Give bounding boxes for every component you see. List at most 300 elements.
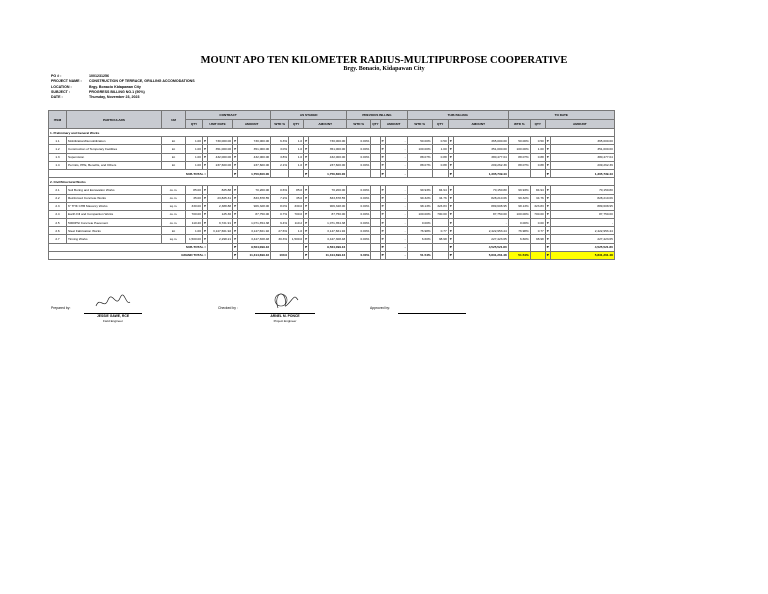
table-cell: 87,750.00 (238, 210, 271, 218)
billing-table (48, 110, 615, 260)
checked-signature (268, 288, 302, 312)
table-cell: 98.98 (530, 235, 545, 243)
table-row (49, 210, 615, 218)
table-cell: - (385, 161, 407, 169)
table-cell: 351,000.00 (550, 145, 614, 153)
prepared-by-label: Prepared by: (51, 306, 71, 310)
table-cell: 99.32% (407, 194, 432, 202)
table-cell: 35.0 (289, 194, 304, 202)
table-row (49, 145, 615, 153)
table-cell: 237,600.00 (208, 161, 233, 169)
table-cell: cu.m. (162, 186, 186, 194)
section-header (49, 129, 615, 137)
subtotal-contract: 1,750,600.00 (238, 169, 271, 177)
table-row (49, 227, 615, 235)
subtotal-label: SUB-TOTAL = (49, 169, 208, 177)
table-cell: ₱ (448, 219, 453, 227)
subheader-amount: AMOUNT (545, 120, 614, 129)
table-cell: 0.7% (271, 210, 289, 218)
table-cell: 828,210.06 (453, 194, 508, 202)
subtotal-previous: - (385, 243, 407, 251)
table-cell: 88.07% (407, 153, 432, 161)
table-cell: 30.3% (271, 235, 289, 243)
table-cell: 0.00% (347, 161, 371, 169)
table-cell: 330.0 (289, 202, 304, 210)
table-cell: - (385, 210, 407, 218)
table-cell: 227,423.65 (453, 235, 508, 243)
table-cell: 330.00 (186, 202, 203, 210)
table-cell: 85.00 (186, 186, 203, 194)
table-cell: 70,200.00 (238, 186, 271, 194)
grand-total-contract: 11,314,699.16 (238, 251, 271, 259)
table-cell: ₱ (233, 194, 238, 202)
table-cell: 825.88 (208, 186, 233, 194)
table-cell: 0.00% (347, 219, 371, 227)
header-item: ITEM (49, 111, 67, 129)
table-cell: ₱ (545, 219, 550, 227)
grand-total-this-wtd: 51.54% (407, 251, 432, 259)
table-cell: ₱ (545, 161, 550, 169)
subheader-wtd: WTD % (347, 120, 371, 129)
table-row (49, 161, 615, 169)
table-cell: Soil Boring and Excavation Works (67, 186, 162, 194)
table-cell: ₱ (448, 194, 453, 202)
table-cell: 0.00% (347, 137, 371, 145)
table-cell: 99.93% (508, 186, 530, 194)
subheader-amount: AMOUNT (304, 120, 347, 129)
table-cell: ₱ (203, 227, 208, 235)
billing-table-body (49, 129, 615, 260)
grand-total-prev-wtd: 0.00% (347, 251, 371, 259)
table-cell: 906,328.00 (309, 202, 347, 210)
checked-name: ARNEL M. PONCE (270, 314, 300, 318)
table-cell: ₱ (545, 186, 550, 194)
table-cell: ₱ (304, 210, 309, 218)
table-cell: 3,147,661.92 (238, 227, 271, 235)
table-cell: 1.00 (186, 153, 203, 161)
table-cell: ₱ (380, 210, 385, 218)
table-cell (432, 219, 448, 227)
table-cell: 1.00 (186, 145, 203, 153)
table-cell: ₱ (304, 186, 309, 194)
table-cell: ₱ (203, 145, 208, 153)
table-cell: 1.00 (530, 145, 545, 153)
subtotal-staked: 9,564,099.16 (309, 243, 347, 251)
table-cell: cu.m. (162, 194, 186, 202)
table-cell: ₱ (203, 194, 208, 202)
table-cell: 0.00% (347, 186, 371, 194)
table-cell: 23,825.31 (208, 194, 233, 202)
table-cell: Tinning Works (67, 235, 162, 243)
table-cell: 0.00% (347, 227, 371, 235)
table-cell: - (550, 219, 614, 227)
subheader-unit-rate: UNIT RATE (203, 120, 233, 129)
table-cell: 0.00% (347, 202, 371, 210)
table-cell: 76.98% (508, 227, 530, 235)
table-cell: 9.4% (271, 219, 289, 227)
table-cell (371, 153, 380, 161)
table-cell: 0.88 (432, 161, 448, 169)
table-cell: - (385, 235, 407, 243)
table-cell: 70,150.80 (550, 186, 614, 194)
table-cell: ₱ (448, 202, 453, 210)
table-cell: 3,147,661.92 (309, 227, 347, 235)
approved-by-label: Approved by: (370, 306, 390, 310)
table-cell: lot (162, 145, 186, 153)
table-cell: ₱ (545, 145, 550, 153)
table-row (49, 153, 615, 161)
table-cell: 98.98 (432, 235, 448, 243)
table-cell: 700.0 (289, 210, 304, 218)
table-cell: ₱ (380, 145, 385, 153)
table-cell: - (385, 194, 407, 202)
subtotal-contract: 9,564,099.16 (238, 243, 271, 251)
table-cell: ₱ (380, 227, 385, 235)
grand-total-wtd: 100.0 (271, 251, 289, 259)
table-cell: ₱ (380, 219, 385, 227)
table-cell: sq.m. (162, 235, 186, 243)
table-cell: 87,750.00 (550, 210, 614, 218)
table-cell: 110.2 (289, 219, 304, 227)
table-cell: 0.88 (530, 153, 545, 161)
table-cell (371, 202, 380, 210)
table-cell: 2.7 (49, 235, 67, 243)
checked-role: Project Engineer (273, 319, 297, 323)
table-cell: ₱ (203, 235, 208, 243)
table-cell: 237,600.00 (309, 161, 347, 169)
table-cell: 3.8% (271, 153, 289, 161)
table-cell: ₱ (304, 145, 309, 153)
table-cell: ₱ (233, 161, 238, 169)
table-cell: ₱ (203, 210, 208, 218)
table-cell: 1,500.00 (186, 235, 203, 243)
table-cell: 88.07% (508, 161, 530, 169)
table-cell: 1.0 (289, 161, 304, 169)
table-cell: ₱ (545, 202, 550, 210)
table-cell: cu.m. (162, 219, 186, 227)
table-cell: ₱ (233, 186, 238, 194)
table-cell: 432,000.00 (309, 153, 347, 161)
subheader-qty: QTY (371, 120, 380, 129)
table-cell (371, 145, 380, 153)
meta-project: PROJECT NAME : CONSTRUCTION OF TERRACE, GRILLING ACCOMODATIONS (51, 79, 195, 84)
table-cell (371, 210, 380, 218)
checked-by-label: Checked by : (218, 306, 238, 310)
header-as-staked: AS STAKED (271, 111, 347, 120)
table-cell: ₱ (545, 210, 550, 218)
table-cell: 2.1% (271, 161, 289, 169)
table-cell: ₱ (203, 219, 208, 227)
table-row (49, 194, 615, 202)
table-cell: ₱ (203, 186, 208, 194)
table-cell: Reinforced Concrete Works (67, 194, 162, 202)
table-cell: lot (162, 137, 186, 145)
table-cell: ₱ (304, 235, 309, 243)
table-cell: lot (162, 161, 186, 169)
table-cell: 100.00% (508, 145, 530, 153)
table-cell: ₱ (380, 161, 385, 169)
table-cell: 2.1 (49, 186, 67, 194)
table-cell: 110.20 (186, 219, 203, 227)
table-cell: 380,477.04 (453, 153, 508, 161)
subheader-amount: AMOUNT (380, 120, 407, 129)
table-cell: ₱ (304, 219, 309, 227)
grand-total-row: GRAND TOTAL = ₱ 11,314,699.16 100.0 ₱ 11,314,699.16 0.00% ₱ - 51.54% ₱ 5,831,261.48 51.54% ₱ 5,831,261.48 (49, 251, 615, 259)
table-cell: 0.00% (407, 219, 432, 227)
table-cell: ₱ (233, 153, 238, 161)
table-cell: 0.50 (530, 137, 545, 145)
table-cell: 84.94 (432, 186, 448, 194)
table-cell: ₱ (233, 137, 238, 145)
table-cell: 1.1 (49, 137, 67, 145)
table-cell: 100.00% (407, 145, 432, 153)
table-cell (371, 137, 380, 145)
table-cell: 380,477.04 (550, 153, 614, 161)
table-cell: ₱ (545, 137, 550, 145)
table-cell: 700.00 (530, 210, 545, 218)
subtotal-this: 4,525,521.80 (453, 243, 508, 251)
table-cell: 0.00% (508, 219, 530, 227)
table-cell: ₱ (304, 202, 309, 210)
table-cell: 2.6 (49, 227, 67, 235)
table-cell: 6.60% (407, 235, 432, 243)
table-row (49, 219, 615, 227)
header-particulars: PARTICULARS (67, 111, 162, 129)
table-cell: - (385, 186, 407, 194)
table-cell: 227,423.65 (550, 235, 614, 243)
section-title: 1. Preliminary and General Works (49, 129, 615, 137)
table-cell: ₱ (233, 210, 238, 218)
table-cell: 906,328.00 (238, 202, 271, 210)
table-cell: 0.00% (347, 210, 371, 218)
table-cell: 351,000.00 (208, 145, 233, 153)
table-cell: Permits, PPE, Benefits, and Others (67, 161, 162, 169)
table-cell: ₱ (448, 235, 453, 243)
table-cell: Mobilization/Demobilization (67, 137, 162, 145)
subtotal-previous: - (385, 169, 407, 177)
subheader-wtd: WTD % (508, 120, 530, 129)
table-cell: 1.3 (49, 153, 67, 161)
table-cell (371, 161, 380, 169)
meta-date: DATE : Thursday, November 23, 2023 (51, 95, 140, 100)
table-cell: 7.2% (271, 194, 289, 202)
table-cell: 9,721.91 (208, 219, 233, 227)
table-cell: ₱ (380, 153, 385, 161)
table-cell: 50.00% (407, 137, 432, 145)
table-cell: 35.00 (186, 194, 203, 202)
table-cell: 2,388.88 (208, 202, 233, 210)
table-cell: - (385, 227, 407, 235)
table-cell: ₱ (545, 227, 550, 235)
document-title: MOUNT APO TEN KILOMETER RADIUS-MULTIPURPOSE COOPERATIVE (200, 55, 568, 66)
table-cell: ₱ (203, 153, 208, 161)
table-cell: Earth Fill and Compaction Works (67, 210, 162, 218)
table-cell: 98.13% (407, 202, 432, 210)
table-cell: 0.00 (530, 219, 545, 227)
table-cell: ₱ (448, 186, 453, 194)
table-cell: 351,000.00 (238, 145, 271, 153)
table-cell: 0.00% (347, 153, 371, 161)
table-cell: lot (162, 153, 186, 161)
subtotal-staked: 1,750,600.00 (309, 169, 347, 177)
table-cell: 432,000.00 (208, 153, 233, 161)
table-cell: 70,200.00 (309, 186, 347, 194)
table-cell: 76.98% (407, 227, 432, 235)
table-cell: ₱ (545, 194, 550, 202)
table-cell: - (453, 219, 508, 227)
table-cell: ₱ (380, 235, 385, 243)
table-cell: 6.60% (508, 235, 530, 243)
table-cell: cu.m. (162, 210, 186, 218)
table-cell: 1,071,354.38 (238, 219, 271, 227)
prepared-name: JESSIE GAWE, RCE (96, 314, 130, 318)
table-cell: - (385, 219, 407, 227)
table-cell: 365,000.00 (550, 137, 614, 145)
prepared-role: Field Engineer (103, 319, 123, 323)
table-cell: 0.50 (432, 137, 448, 145)
table-cell: 889,608.95 (550, 202, 614, 210)
table-cell: 2.3 (49, 202, 67, 210)
table-cell: 237,600.00 (238, 161, 271, 169)
table-cell: 1,071,354.38 (309, 219, 347, 227)
table-cell: 730,000.00 (309, 137, 347, 145)
table-cell: ₱ (233, 202, 238, 210)
table-cell: - (385, 153, 407, 161)
table-cell: Supervision (67, 153, 162, 161)
table-cell: 1.00 (186, 161, 203, 169)
table-cell: 1.0 (289, 145, 304, 153)
prepared-signature (92, 294, 132, 312)
table-cell: 3,447,308.48 (238, 235, 271, 243)
table-cell: 2,422,953.44 (550, 227, 614, 235)
table-cell: 3,447,308.48 (309, 235, 347, 243)
table-cell: ₱ (233, 235, 238, 243)
table-cell: ₱ (304, 153, 309, 161)
section-title: 2. Civil/Structural Works (49, 178, 615, 186)
table-cell: 1.00 (186, 227, 203, 235)
table-cell: 50.00% (508, 137, 530, 145)
table-cell: - (385, 145, 407, 153)
table-cell: 85.0 (289, 186, 304, 194)
table-cell (371, 186, 380, 194)
subtotal-label: SUB-TOTAL = (49, 243, 208, 251)
approved-signature-line (398, 313, 466, 314)
table-cell: 1.2 (49, 145, 67, 153)
table-cell: 2,298.21 (208, 235, 233, 243)
table-cell: ₱ (304, 194, 309, 202)
table-cell: 0.00% (347, 194, 371, 202)
meta-subject: SUBJECT : PROGRESS BILLING NO.1 (50%) (51, 89, 145, 94)
table-cell: 2.2 (49, 194, 67, 202)
table-cell: 700.00 (186, 210, 203, 218)
table-cell: ₱ (233, 227, 238, 235)
table-cell: 125.36 (208, 210, 233, 218)
table-cell: ₱ (545, 153, 550, 161)
table-cell (371, 219, 380, 227)
table-cell: 0.00% (347, 235, 371, 243)
table-cell: ₱ (203, 202, 208, 210)
project-meta (51, 74, 195, 100)
table-cell: Construction of Temporary Facilities (67, 145, 162, 153)
table-row (49, 235, 615, 243)
table-cell: 1.0 (289, 227, 304, 235)
table-cell: 3,147,661.92 (208, 227, 233, 235)
table-cell: 833,878.55 (309, 194, 347, 202)
header-this-billing: THIS BILLING (407, 111, 508, 120)
table-cell: 34.76 (530, 194, 545, 202)
grand-total-to-date: 5,831,261.48 (550, 251, 614, 259)
grand-total-to-date-wtd: 51.54% (508, 251, 530, 259)
table-cell (371, 235, 380, 243)
table-cell: 0.6% (271, 186, 289, 194)
table-cell: ₱ (448, 153, 453, 161)
table-cell: 1.00 (186, 137, 203, 145)
meta-po: PO # : 1001231256 (51, 74, 109, 78)
grand-total-staked: 11,314,699.16 (309, 251, 347, 259)
section-header (49, 178, 615, 186)
table-cell: 730,000.00 (208, 137, 233, 145)
header-um: UM (162, 111, 186, 129)
table-cell: 0.00% (347, 145, 371, 153)
subheader-qty: QTY (530, 120, 545, 129)
table-cell: 1,500.0 (289, 235, 304, 243)
subtotal-this: 1,305,739.43 (453, 169, 508, 177)
table-cell: ₱ (448, 137, 453, 145)
subtotal-row: SUB-TOTAL = ₱ 9,564,099.16 ₱ 9,564,099.16 ₱ - ₱ 4,525,521.80 ₱ 4,525,521.80 (49, 243, 615, 251)
table-cell: 0.77 (530, 227, 545, 235)
table-cell: 2.4 (49, 210, 67, 218)
table-cell: lot (162, 227, 186, 235)
table-cell: 0.88 (432, 153, 448, 161)
table-cell: ₱ (545, 235, 550, 243)
table-cell: 828,210.06 (550, 194, 614, 202)
table-cell: 1.00 (432, 145, 448, 153)
subheader-wtd: WTD % (407, 120, 432, 129)
table-cell (371, 227, 380, 235)
table-cell: 730,000.00 (238, 137, 271, 145)
table-cell: - (385, 137, 407, 145)
table-cell: 2.5 (49, 219, 67, 227)
table-cell: 87,750.00 (309, 210, 347, 218)
table-cell: 365,000.00 (453, 137, 508, 145)
table-row (49, 202, 615, 210)
table-row (49, 137, 615, 145)
table-cell: 0.88 (530, 161, 545, 169)
subheader-amount: AMOUNT (448, 120, 508, 129)
table-cell: ₱ (448, 145, 453, 153)
table-cell: 99.93% (407, 186, 432, 194)
table-cell: ₱ (203, 137, 208, 145)
table-cell: 34.76 (432, 194, 448, 202)
table-cell: ₱ (380, 186, 385, 194)
table-cell (371, 194, 380, 202)
table-cell: 351,000.00 (309, 145, 347, 153)
grand-total-label: GRAND TOTAL = (49, 251, 208, 259)
table-cell: ₱ (233, 145, 238, 153)
table-cell: 1.4 (49, 161, 67, 169)
table-row (49, 186, 615, 194)
table-cell: ₱ (448, 227, 453, 235)
table-cell: 209,262.39 (550, 161, 614, 169)
table-cell: 6.3% (271, 137, 289, 145)
table-cell: 87,750.00 (453, 210, 508, 218)
table-cell: 3.0% (271, 145, 289, 153)
table-cell: 84.94 (530, 186, 545, 194)
table-cell: ₱ (304, 137, 309, 145)
table-cell: 323.83 (432, 202, 448, 210)
subtotal-to-date: 4,525,521.80 (550, 243, 614, 251)
table-cell: 1.0 (289, 137, 304, 145)
